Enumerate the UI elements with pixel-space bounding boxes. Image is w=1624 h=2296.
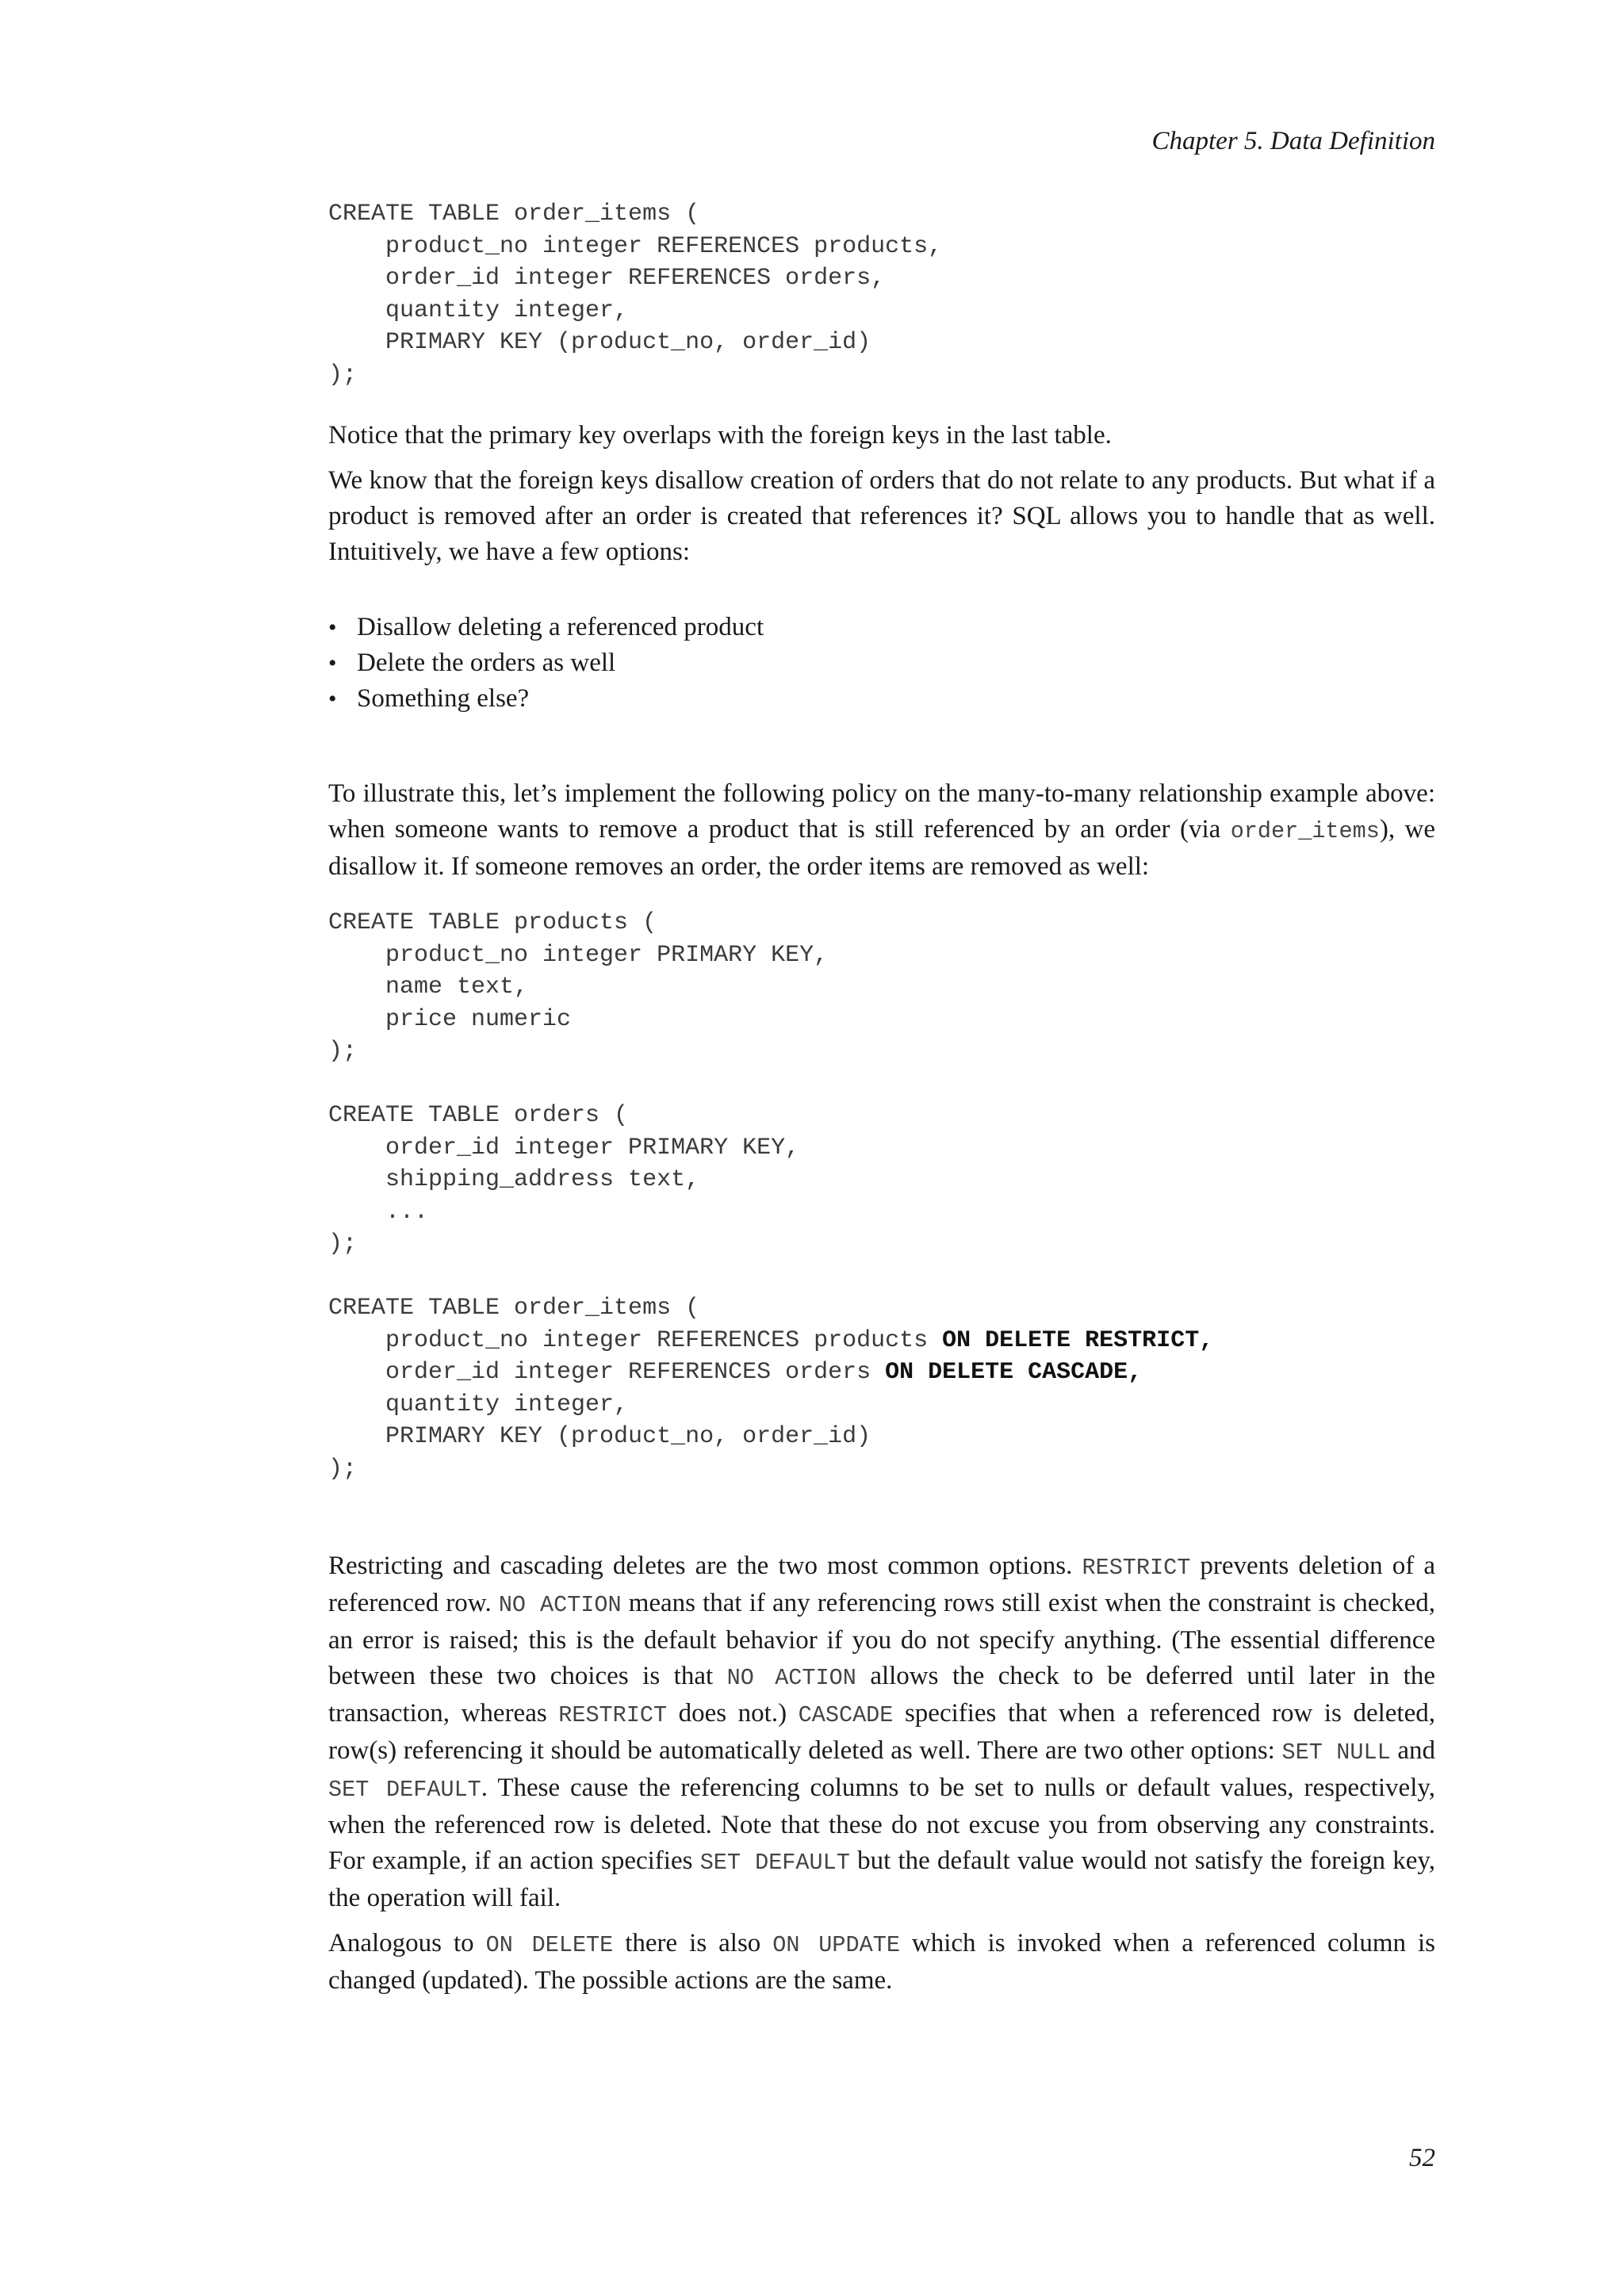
text-run: means that if any referencing rows still exist when the constraint is checked, an error is raised; this is the default behavior if you do not specify anything. (The essential difference between these two choices is that [328, 1589, 1435, 1690]
list-item-text: Something else? [357, 684, 530, 713]
inline-code: ON DELETE [485, 1932, 614, 1958]
list-item [328, 610, 1435, 645]
inline-code: RESTRICT [558, 1702, 668, 1728]
code-line: product_no integer PRIMARY KEY, [328, 941, 829, 969]
code-line: ); [328, 361, 358, 388]
code-line: PRIMARY KEY (product_no, order_id) [328, 1423, 871, 1450]
text-run: which is invoked when a referenced column is changed (updated). The possible actions are the same. [328, 1929, 1435, 1995]
inline-code: NO ACTION [498, 1592, 622, 1618]
code-line: CREATE TABLE order_items ( [328, 1295, 700, 1322]
code-block-policy-example [328, 907, 1435, 1485]
running-header: Chapter 5. Data Definition [1151, 127, 1435, 155]
text-run: but the default value would not satisfy the foreign key, the operation will fail. [328, 1846, 1435, 1912]
inline-code: order_items [1230, 818, 1380, 844]
inline-code: CASCADE [798, 1702, 894, 1728]
code-line: order_id integer PRIMARY KEY, [328, 1134, 800, 1161]
inline-code: SET NULL [1281, 1739, 1391, 1766]
code-comma: , [1128, 1359, 1143, 1386]
code-line: price numeric [328, 1005, 572, 1033]
options-list [328, 610, 1435, 717]
code-line: CREATE TABLE orders ( [328, 1102, 629, 1129]
paragraph-foreign-key-intro: We know that the foreign keys disallow creation of orders that do not relate to any products. But what if a product is removed after an order is created that references it? SQL allows you to handle that as well. Intuitively, we have a few options: [328, 466, 1435, 566]
paragraph-primary-key-note: Notice that the primary key overlaps with the foreign keys in the last table. [328, 421, 1112, 450]
text-run: . These cause the referencing columns to be set to nulls or default values, respectively, when the referenced row is deleted. Note that these do not excuse you from observing any constraints. For example, if an action specifies [328, 1774, 1435, 1875]
list-item [328, 681, 1435, 717]
code-comma: , [1199, 1326, 1214, 1354]
inline-code: SET DEFAULT [699, 1850, 850, 1876]
code-line: ... [328, 1198, 429, 1226]
text-run: allows the check to be deferred until later in the transaction, whereas [328, 1662, 1435, 1728]
code-line: CREATE TABLE products ( [328, 909, 657, 936]
page-content [328, 197, 1435, 1999]
text-run: specifies that when a referenced row is deleted, row(s) referencing it should be automatically deleted as well. There are two other options: [328, 1699, 1435, 1765]
code-line: order_id integer REFERENCES orders, [328, 265, 886, 292]
text-run: Analogous to [328, 1929, 486, 1957]
page-number: 52 [1409, 2144, 1435, 2172]
text-run: prevents deletion of a referenced row. [328, 1552, 1435, 1617]
code-line: CREATE TABLE order_items ( [328, 201, 700, 228]
inline-code: SET DEFAULT [328, 1777, 481, 1803]
inline-code: ON UPDATE [772, 1932, 900, 1958]
code-line: PRIMARY KEY (product_no, order_id) [328, 329, 871, 356]
text-run: and [1390, 1736, 1436, 1765]
paragraph-delete-actions [328, 1548, 1435, 1916]
code-line: quantity integer, [328, 1391, 629, 1418]
text-run: does not.) [667, 1699, 799, 1728]
list-item [328, 645, 1435, 681]
text-run: Restricting and cascading deletes are the two most common options. [328, 1552, 1082, 1580]
code-line: quantity integer, [328, 297, 629, 324]
bullet-marker: • [328, 650, 337, 676]
inline-code: RESTRICT [1082, 1555, 1191, 1581]
list-item-text: Delete the orders as well [357, 649, 616, 677]
code-keyword-on-delete-restrict: ON DELETE RESTRICT [942, 1326, 1200, 1354]
list-item-text: Disallow deleting a referenced product [357, 613, 764, 641]
inline-code: NO ACTION [726, 1665, 856, 1691]
code-line: name text, [328, 974, 529, 1001]
code-block-order-items [328, 198, 1435, 391]
text-run: To illustrate this, let’s implement the following policy on the many-to-many relationship example above: when someone wants to remove a product that is still referenced by an order (via [328, 779, 1435, 844]
code-line: ); [328, 1230, 358, 1257]
code-line-plain: product_no integer REFERENCES products [328, 1326, 943, 1354]
paragraph-policy-illustration [328, 776, 1435, 885]
code-line-plain: order_id integer REFERENCES orders [328, 1359, 886, 1386]
code-line: ); [328, 1455, 358, 1483]
text-run: ), we disallow it. If someone removes an order, the order items are removed as well: [328, 815, 1435, 881]
code-keyword-on-delete-cascade: ON DELETE CASCADE [885, 1359, 1128, 1386]
text-run: there is also [613, 1929, 773, 1957]
paragraph-on-update [328, 1926, 1435, 1999]
code-line: shipping_address text, [328, 1166, 700, 1193]
code-line: product_no integer REFERENCES products, [328, 232, 943, 260]
bullet-marker: • [328, 614, 337, 641]
code-line: ); [328, 1038, 358, 1065]
bullet-marker: • [328, 686, 337, 712]
